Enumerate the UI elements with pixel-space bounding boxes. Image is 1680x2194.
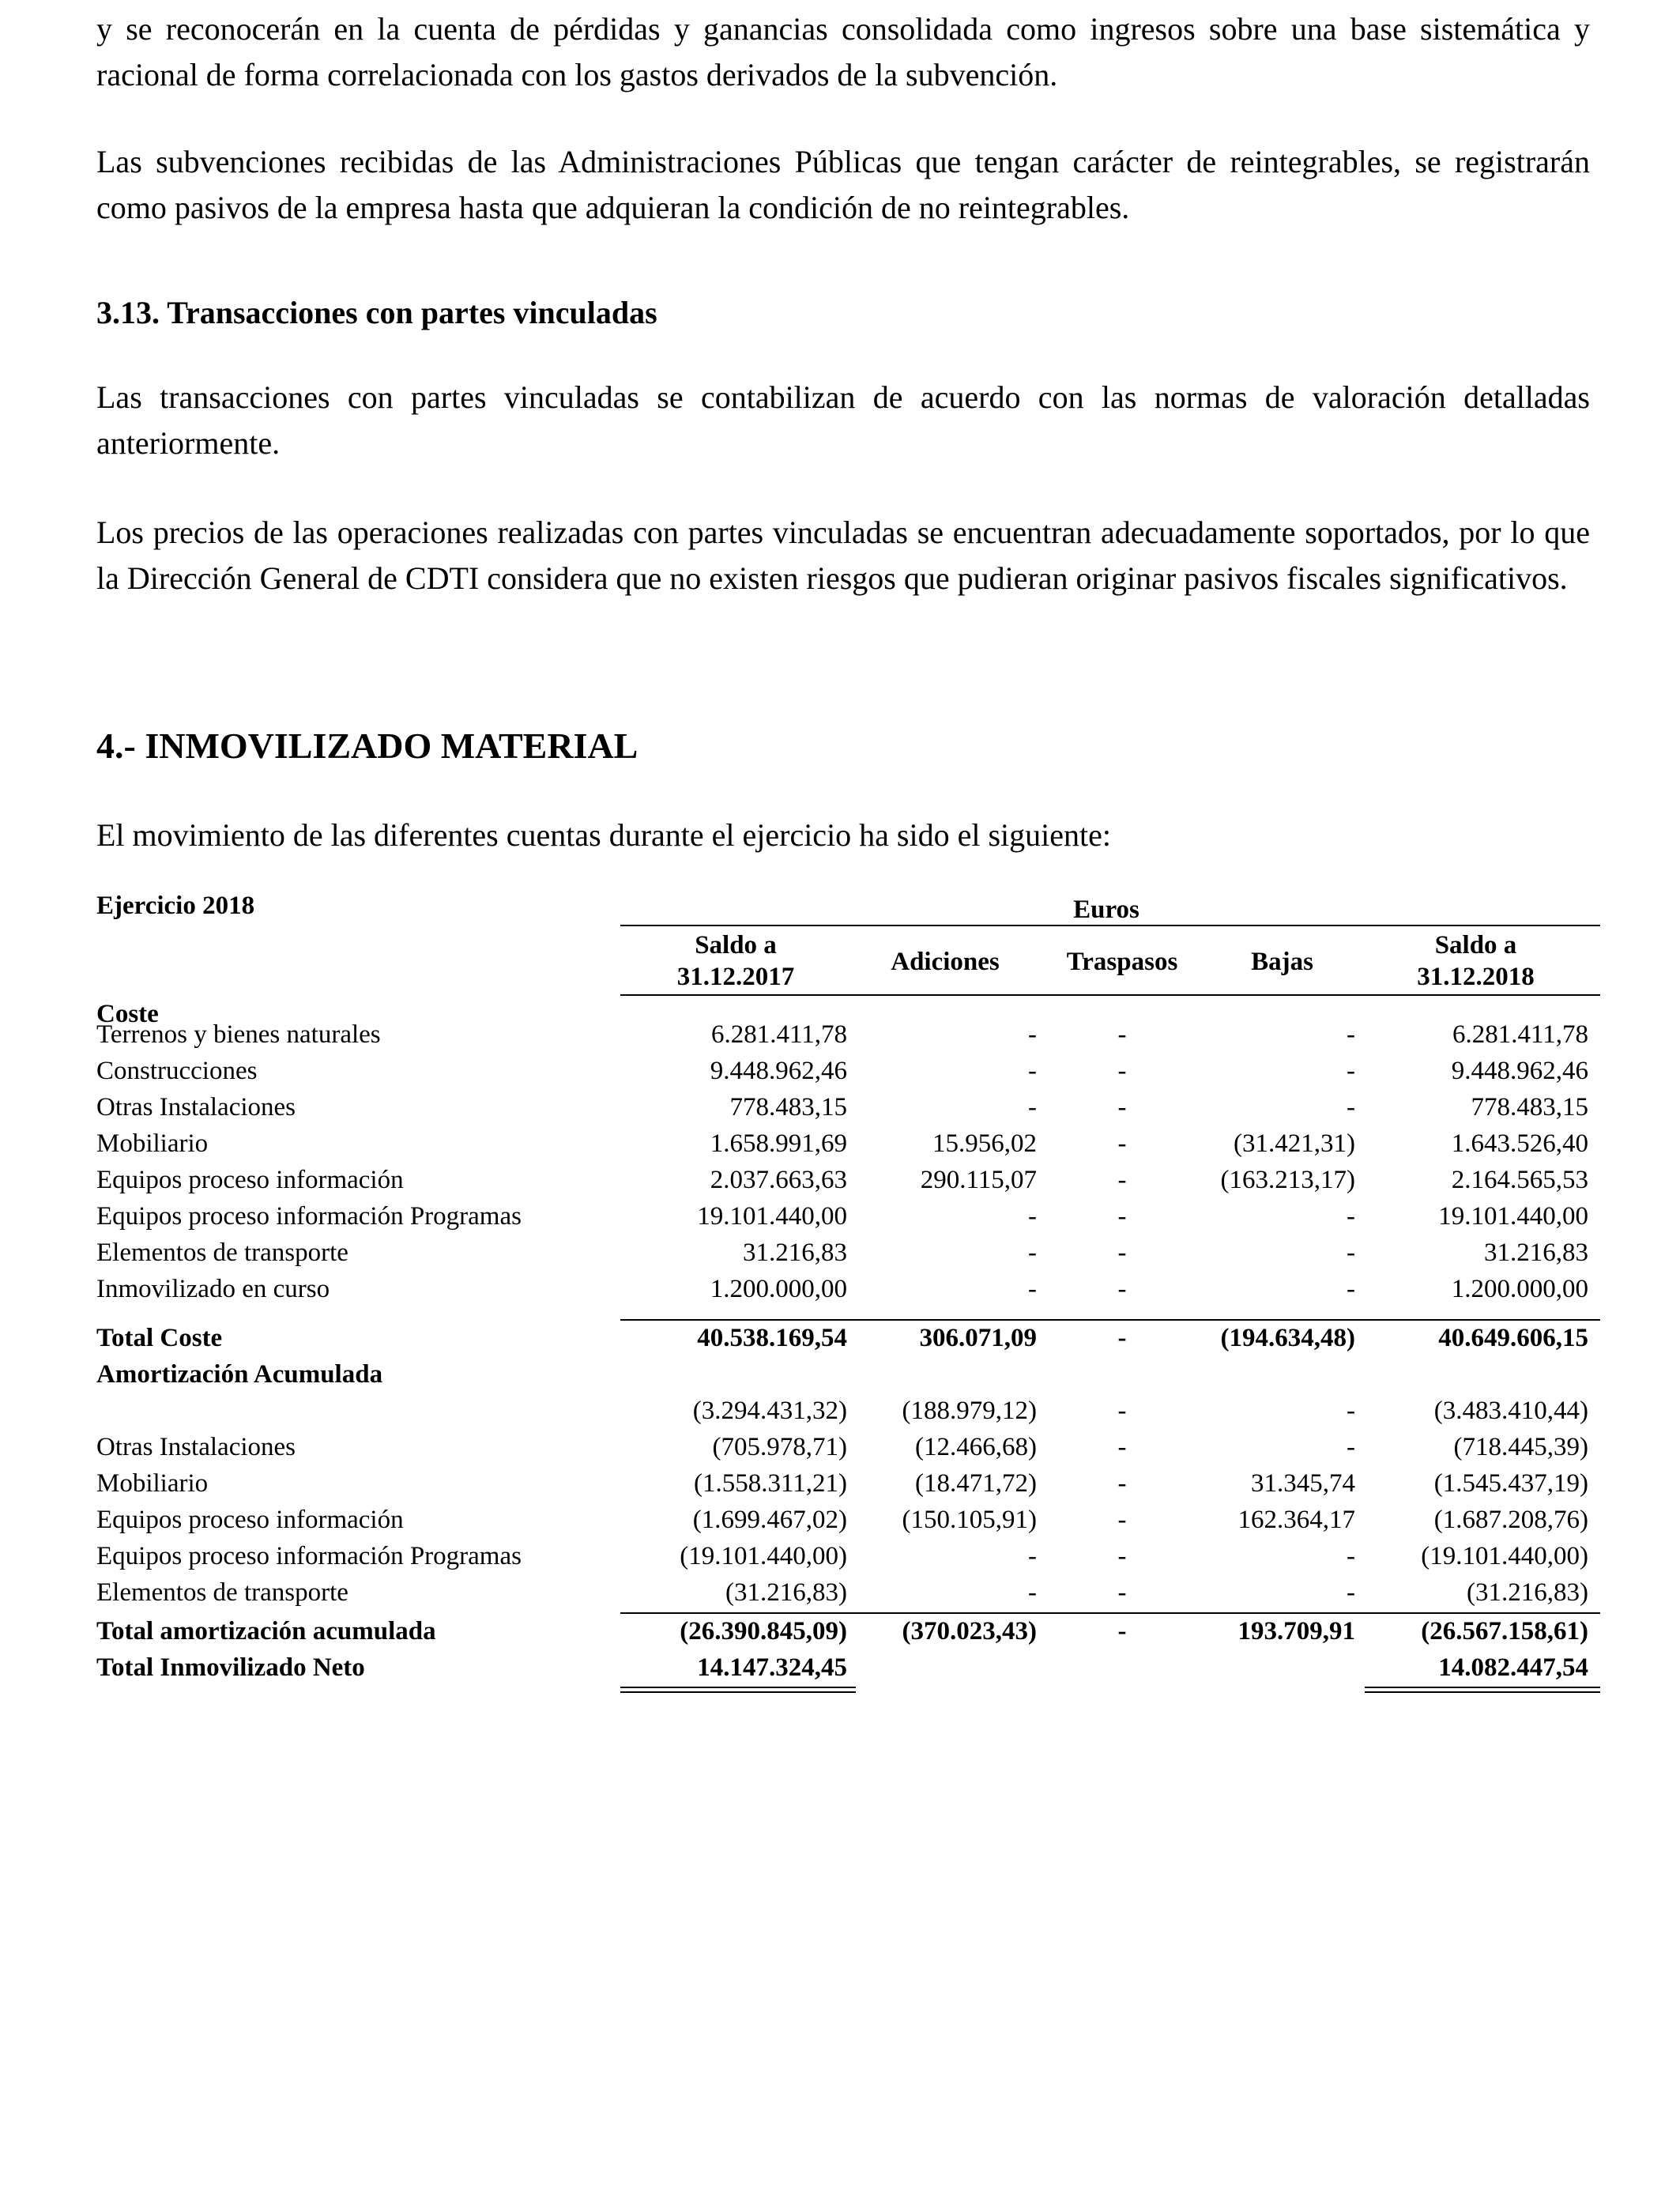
coste-row-1-label: Terrenos y bienes naturales [96,1020,381,1049]
coste-row-5-label: Equipos proceso información [96,1166,404,1194]
header-bottom-rule [620,994,1600,996]
amort-row-2-saldo-final: (718.445,39) [1453,1433,1588,1461]
coste-row-8-saldo-inicial: 1.200.000,00 [710,1275,847,1303]
paragraph-precios: Los precios de las operaciones realizadas con partes vinculadas se encuentran adecuadamente soportados, por lo que la Dirección General de CDTI considera que no existen riesgos que pudieran originar pasivos fiscales significativos. [96,515,1590,596]
coste-row-6-label: Equipos proceso información Programas [96,1202,522,1231]
total-coste-traspasos: - [1117,1324,1127,1352]
section-heading-4: 4.- INMOVILIZADO MATERIAL [96,726,638,766]
coste-row-5-bajas: (163.213,17) [1220,1166,1355,1194]
paragraph-transacciones: Las transacciones con partes vinculadas se contabilizan de acuerdo con las normas de valoración detalladas anteriormente. [96,379,1590,461]
double-rule-ini-bottom [620,1691,856,1693]
coste-row-7-saldo-final: 31.216,83 [1484,1238,1588,1267]
coste-row-6-saldo-inicial: 19.101.440,00 [697,1202,847,1231]
total-neto-saldo-inicial: 14.147.324,45 [697,1653,847,1682]
amort-row-4-adiciones: (150.105,91) [902,1506,1037,1534]
paragraph-movimiento: El movimiento de las diferentes cuentas durante el ejercicio ha sido el siguiente: [96,817,1112,853]
header-traspasos: Traspasos [1066,948,1178,976]
coste-row-6-saldo-final: 19.101.440,00 [1438,1202,1588,1231]
amort-row-3-traspasos: - [1117,1469,1127,1498]
currency-header: Euros [1073,895,1139,924]
amort-row-2-bajas: - [1347,1433,1355,1461]
total-neto-label: Total Inmovilizado Neto [96,1653,365,1682]
amort-row-3-saldo-inicial: (1.558.311,21) [693,1469,847,1498]
coste-row-2-label: Construcciones [96,1057,258,1085]
amort-row-2-adiciones: (12.466,68) [915,1433,1037,1461]
total-neto-saldo-final: 14.082.447,54 [1438,1653,1588,1682]
coste-row-5-adiciones: 290.115,07 [920,1166,1037,1194]
amort-row-1-saldo-inicial: (3.294.431,32) [692,1397,847,1425]
section-heading-3-13: 3.13. Transacciones con partes vinculadas [96,295,657,330]
total-amort-adiciones: (370.023,43) [902,1617,1037,1646]
coste-row-7-adiciones: - [1028,1238,1037,1267]
amort-row-1-saldo-final: (3.483.410,44) [1433,1397,1588,1425]
coste-row-8-label: Inmovilizado en curso [96,1275,330,1303]
header-saldo-inicial-line1: Saldo a [695,931,777,959]
coste-row-8-saldo-final: 1.200.000,00 [1451,1275,1588,1303]
amort-row-6-traspasos: - [1117,1578,1127,1607]
exercise-label: Ejercicio 2018 [96,892,255,920]
amort-row-2-label: Otras Instalaciones [96,1433,296,1461]
coste-row-4-adiciones: 15.956,02 [932,1129,1037,1158]
coste-row-8-traspasos: - [1117,1275,1127,1303]
coste-row-2-bajas: - [1347,1057,1355,1085]
coste-row-4-label: Mobiliario [96,1129,209,1158]
coste-row-2-saldo-inicial: 9.448.962,46 [710,1057,847,1085]
coste-row-5-saldo-inicial: 2.037.663,63 [710,1166,847,1194]
total-amort-bajas: 193.709,91 [1237,1617,1355,1646]
coste-row-7-saldo-inicial: 31.216,83 [743,1238,847,1267]
amort-row-5-traspasos: - [1117,1542,1127,1570]
amort-row-4-saldo-inicial: (1.699.467,02) [692,1506,847,1534]
coste-row-1-traspasos: - [1117,1020,1127,1049]
amort-row-1-bajas: - [1347,1397,1355,1425]
coste-row-1-saldo-final: 6.281.411,78 [1452,1020,1588,1049]
amort-row-5-saldo-inicial: (19.101.440,00) [680,1542,847,1570]
coste-row-2-saldo-final: 9.448.962,46 [1451,1057,1588,1085]
coste-row-7-bajas: - [1347,1238,1355,1267]
paragraph-subvenciones-reintegrables: Las subvenciones recibidas de las Administraciones Públicas que tengan carácter de reintegrables, se registrarán como pasivos de la empresa hasta que adquieran la condición de no reintegrables. [96,144,1590,225]
coste-row-5-traspasos: - [1117,1166,1127,1194]
amort-row-6-bajas: - [1347,1578,1355,1607]
amort-row-3-adiciones: (18.471,72) [915,1469,1037,1498]
coste-row-5-saldo-final: 2.164.565,53 [1451,1166,1588,1194]
amort-row-6-saldo-inicial: (31.216,83) [725,1578,847,1607]
total-amort-saldo-inicial: (26.390.845,09) [680,1617,847,1646]
amort-row-4-bajas: 162.364,17 [1237,1506,1355,1534]
amort-row-5-adiciones: - [1028,1542,1037,1570]
coste-row-4-saldo-inicial: 1.658.991,69 [710,1129,847,1158]
coste-row-3-bajas: - [1347,1093,1355,1122]
total-coste-label: Total Coste [96,1324,223,1352]
header-rule [620,925,1600,926]
amort-row-5-label: Equipos proceso información Programas [96,1542,522,1570]
amort-row-6-adiciones: - [1028,1578,1037,1607]
header-saldo-final-line1: Saldo a [1434,931,1517,959]
amort-row-1-traspasos: - [1117,1397,1127,1425]
coste-row-4-saldo-final: 1.643.526,40 [1451,1129,1588,1158]
amort-row-4-label: Equipos proceso información [96,1506,404,1534]
coste-row-4-traspasos: - [1117,1129,1127,1158]
total-coste-saldo-final: 40.649.606,15 [1438,1324,1588,1352]
coste-row-6-traspasos: - [1117,1202,1127,1231]
double-rule-fin-bottom [1365,1691,1600,1693]
coste-row-3-saldo-final: 778.483,15 [1471,1093,1588,1122]
amort-row-5-bajas: - [1347,1542,1355,1570]
coste-row-8-bajas: - [1347,1275,1355,1303]
double-rule-fin-top [1365,1687,1600,1688]
amort-row-4-saldo-final: (1.687.208,76) [1433,1506,1588,1534]
amort-row-2-traspasos: - [1117,1433,1127,1461]
total-coste-saldo-inicial: 40.538.169,54 [697,1324,847,1352]
paragraph-subvenciones-ingresos: y se reconocerán en la cuenta de pérdidas y ganancias consolidada como ingresos sobre una base sistemática y racional de forma correlacionada con los gastos derivados de la subvención. [96,11,1590,92]
total-amort-traspasos: - [1117,1617,1127,1646]
amortizacion-section-title: Amortización Acumulada [96,1360,383,1389]
coste-row-3-adiciones: - [1028,1093,1037,1122]
coste-row-1-bajas: - [1347,1020,1355,1049]
coste-row-2-traspasos: - [1117,1057,1127,1085]
total-amort-rule [620,1612,1600,1614]
header-saldo-final-line2: 31.12.2018 [1417,963,1535,991]
amort-row-6-saldo-final: (31.216,83) [1467,1578,1588,1607]
amort-row-4-traspasos: - [1117,1506,1127,1534]
header-bajas: Bajas [1251,948,1313,976]
coste-row-8-adiciones: - [1028,1275,1037,1303]
amort-row-5-saldo-final: (19.101.440,00) [1421,1542,1588,1570]
coste-row-3-label: Otras Instalaciones [96,1093,296,1122]
total-amort-label: Total amortización acumulada [96,1617,436,1646]
coste-section-title: Coste [96,1000,159,1028]
coste-row-1-adiciones: - [1028,1020,1037,1049]
coste-row-2-adiciones: - [1028,1057,1037,1085]
coste-row-7-traspasos: - [1117,1238,1127,1267]
amort-row-3-bajas: 31.345,74 [1251,1469,1355,1498]
amort-row-6-label: Elementos de transporte [96,1578,348,1607]
amort-row-3-saldo-final: (1.545.437,19) [1433,1469,1588,1498]
total-coste-bajas: (194.634,48) [1220,1324,1355,1352]
coste-row-6-adiciones: - [1028,1202,1037,1231]
header-saldo-inicial-line2: 31.12.2017 [676,963,795,991]
coste-row-3-traspasos: - [1117,1093,1127,1122]
coste-row-4-bajas: (31.421,31) [1234,1129,1355,1158]
total-amort-saldo-final: (26.567.158,61) [1421,1617,1588,1646]
coste-row-1-saldo-inicial: 6.281.411,78 [710,1020,847,1049]
coste-row-7-label: Elementos de transporte [96,1238,348,1267]
coste-row-6-bajas: - [1347,1202,1355,1231]
amort-row-2-saldo-inicial: (705.978,71) [712,1433,847,1461]
total-coste-rule [620,1319,1600,1321]
amort-row-1-adiciones: (188.979,12) [902,1397,1037,1425]
double-rule-ini-top [620,1687,856,1688]
total-coste-adiciones: 306.071,09 [919,1324,1037,1352]
header-adiciones: Adiciones [891,948,1000,976]
coste-row-3-saldo-inicial: 778.483,15 [729,1093,847,1122]
amort-row-3-label: Mobiliario [96,1469,209,1498]
